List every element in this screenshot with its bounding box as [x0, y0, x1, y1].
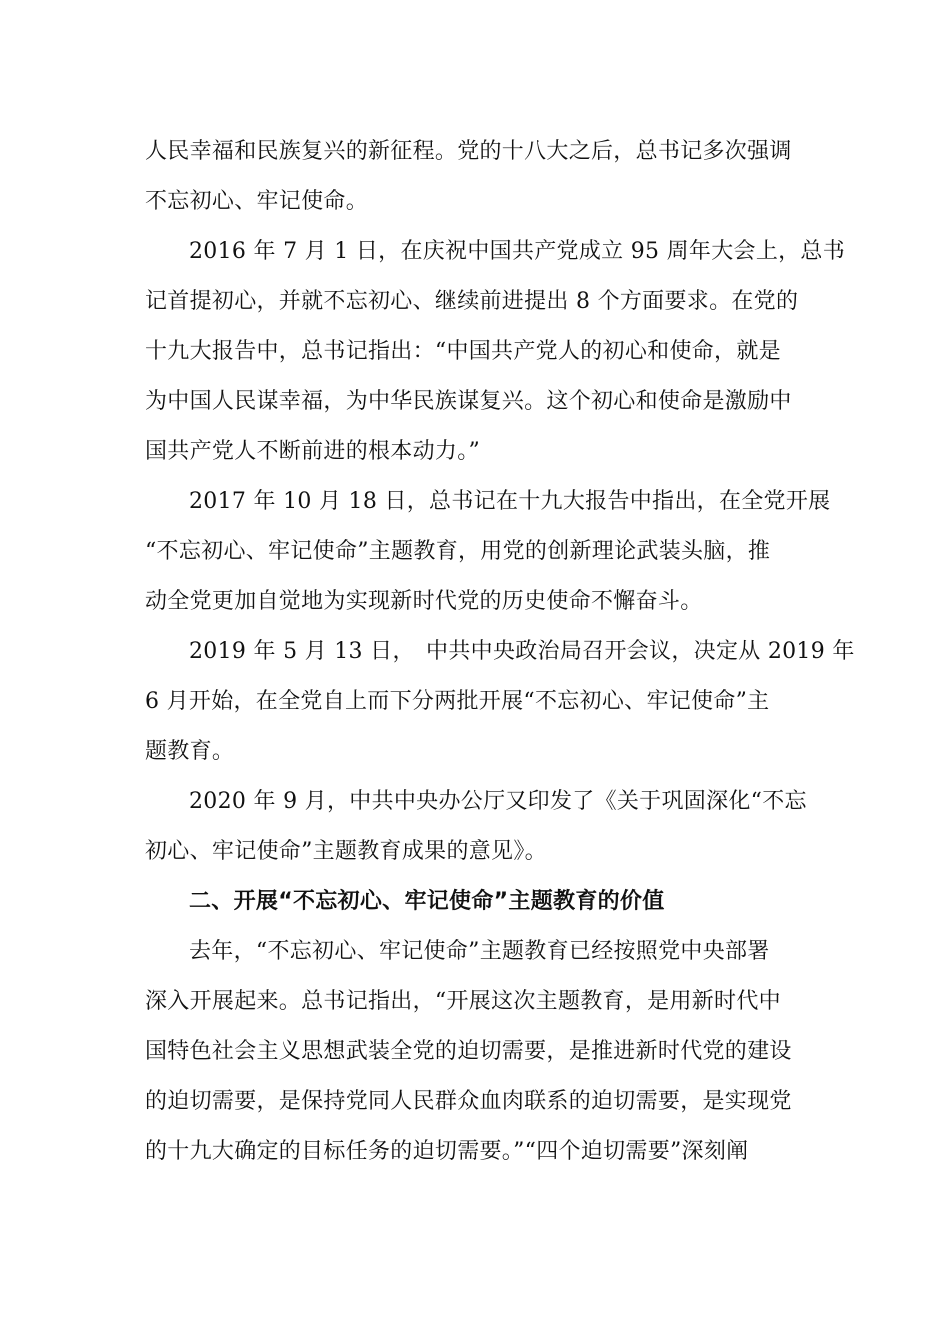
text-line: 初心、牢记使命”主题教育成果的意见》。: [145, 839, 547, 864]
text-line: 的十九大确定的目标任务的迫切需要。”“四个迫切需要”深刻阐: [145, 1139, 749, 1164]
paragraph-start-line: 2020 年 9 月，中共中央办公厅又印发了《关于巩固深化“不忘: [189, 789, 807, 814]
text-line: 6 月开始，在全党自上而下分两批开展“不忘初心、牢记使命”主: [145, 689, 770, 714]
text-line: 国特色社会主义思想武装全党的迫切需要，是推进新时代党的建设: [145, 1039, 792, 1064]
text-line: 题教育。: [145, 739, 235, 764]
text-line: 动全党更加自觉地为实现新时代党的历史使命不懈奋斗。: [145, 589, 703, 614]
text-line: 十九大报告中，总书记指出：“中国共产党人的初心和使命，就是: [145, 339, 781, 364]
text-line: 国共产党人不断前进的根本动力。”: [145, 439, 481, 464]
text-line: 深入开展起来。总书记指出，“开展这次主题教育，是用新时代中: [145, 989, 781, 1014]
paragraph-start-line: 去年，“不忘初心、牢记使命”主题教育已经按照党中央部署: [189, 939, 770, 964]
text-line: 记首提初心，并就不忘初心、继续前进提出 8 个方面要求。在党的: [145, 289, 799, 314]
text-line: 不忘初心、牢记使命。: [145, 189, 369, 214]
section-heading: 二、开展“不忘初心、牢记使命”主题教育的价值: [189, 889, 665, 914]
paragraph-start-line: 2016 年 7 月 1 日，在庆祝中国共产党成立 95 周年大会上，总书: [189, 239, 846, 264]
text-line: 人民幸福和民族复兴的新征程。党的十八大之后，总书记多次强调: [145, 139, 792, 164]
text-line: 为中国人民谋幸福，为中华民族谋复兴。这个初心和使命是激励中: [145, 389, 792, 414]
text-line: “不忘初心、牢记使命”主题教育，用党的创新理论武装头脑，推: [145, 539, 771, 564]
document-body: [145, 127, 855, 1177]
paragraph-start-line: 2019 年 5 月 13 日， 中共中央政治局召开会议，决定从 2019 年: [189, 639, 855, 664]
paragraph-start-line: 2017 年 10 月 18 日，总书记在十九大报告中指出，在全党开展: [189, 489, 831, 514]
text-line: 的迫切需要，是保持党同人民群众血肉联系的迫切需要，是实现党: [145, 1089, 792, 1114]
